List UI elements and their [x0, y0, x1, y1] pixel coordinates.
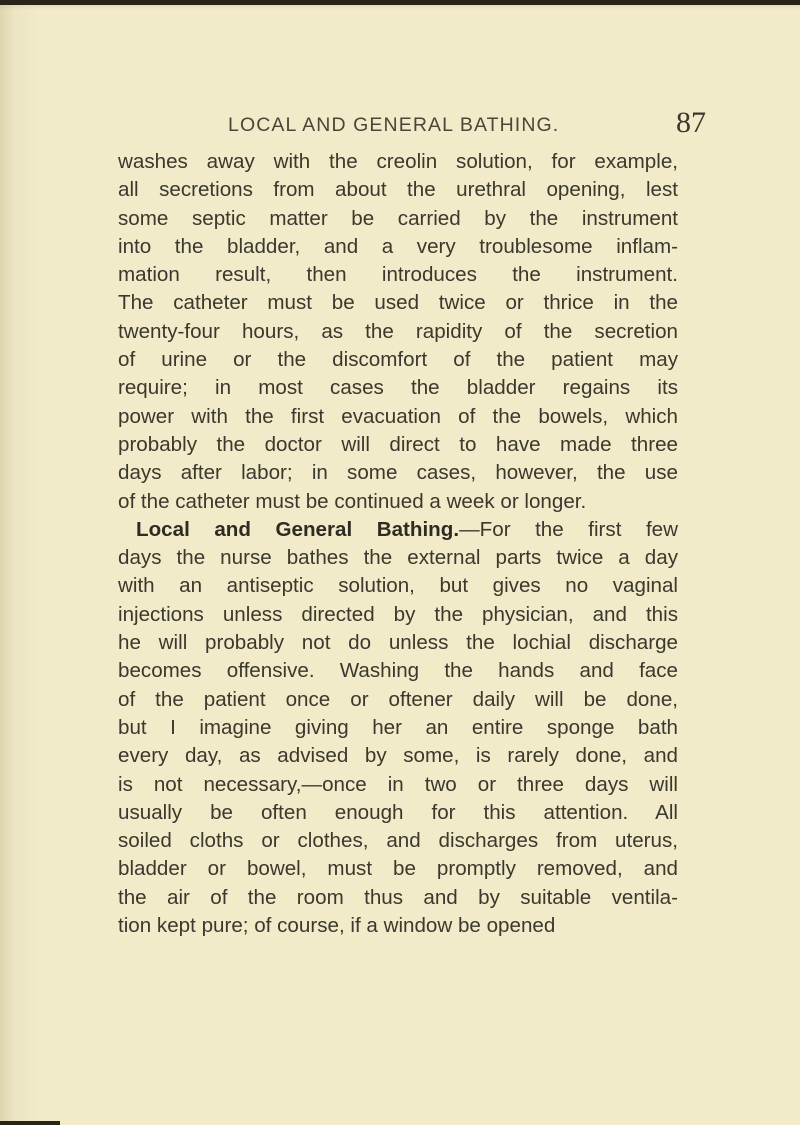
text-line: of the catheter must be continued a week or longer. — [118, 489, 587, 513]
text-line: every day, as advised by some, is rarely done, and — [118, 744, 678, 768]
text-line: tion kept pure; of course, if a window be opened — [118, 914, 556, 938]
text-line: all secretions from about the urethral opening, lest — [118, 178, 678, 202]
text-line: of urine or the discomfort of the patient may — [118, 348, 678, 372]
text-line: probably the doctor will direct to have made three — [118, 432, 678, 456]
text-line: days after labor; in some cases, however, the use — [118, 461, 678, 485]
page-header — [228, 108, 708, 142]
text-line: mation result, then introduces the instrument. — [118, 263, 678, 287]
section-first-line — [118, 516, 678, 544]
text-line: some septic matter be carried by the instrument — [118, 206, 678, 230]
text-line: soiled cloths or clothes, and discharges from uterus, — [118, 829, 678, 853]
text-line: injections unless directed by the physician, and this — [118, 602, 678, 626]
text-line: bladder or bowel, must be promptly removed, and — [118, 857, 678, 881]
section-heading: Local and General Bathing. — [136, 517, 460, 541]
text-line: is not necessary,—once in two or three days will — [118, 772, 678, 796]
text-line: becomes offensive. Washing the hands and face — [118, 659, 678, 683]
body-text — [118, 148, 678, 940]
text-line: he will probably not do unless the lochial discharge — [118, 631, 678, 655]
text-line: washes away with the creolin solution, for example, — [118, 150, 678, 173]
page-number: 87 — [676, 106, 706, 139]
text-line: days the nurse bathes the external parts twice a day — [118, 546, 678, 570]
section-first-line-text: —For the first few — [459, 517, 678, 541]
text-line: of the patient once or oftener daily will be done, — [118, 687, 678, 711]
text-line: but I imagine giving her an entire sponge bath — [118, 715, 678, 739]
text-line: twenty-four hours, as the rapidity of the secretion — [118, 319, 678, 343]
text-line: into the bladder, and a very troublesome inflam- — [118, 234, 678, 258]
text-line: power with the first evacuation of the bowels, which — [118, 404, 678, 428]
text-line: with an antiseptic solution, but gives no vaginal — [118, 574, 678, 598]
running-head: LOCAL AND GENERAL BATHING. — [228, 114, 560, 136]
text-line: The catheter must be used twice or thrice in the — [118, 291, 678, 315]
text-line: require; in most cases the bladder regains its — [118, 376, 678, 400]
text-line: the air of the room thus and by suitable ventila- — [118, 885, 678, 909]
text-line: usually be often enough for this attention. All — [118, 800, 678, 824]
